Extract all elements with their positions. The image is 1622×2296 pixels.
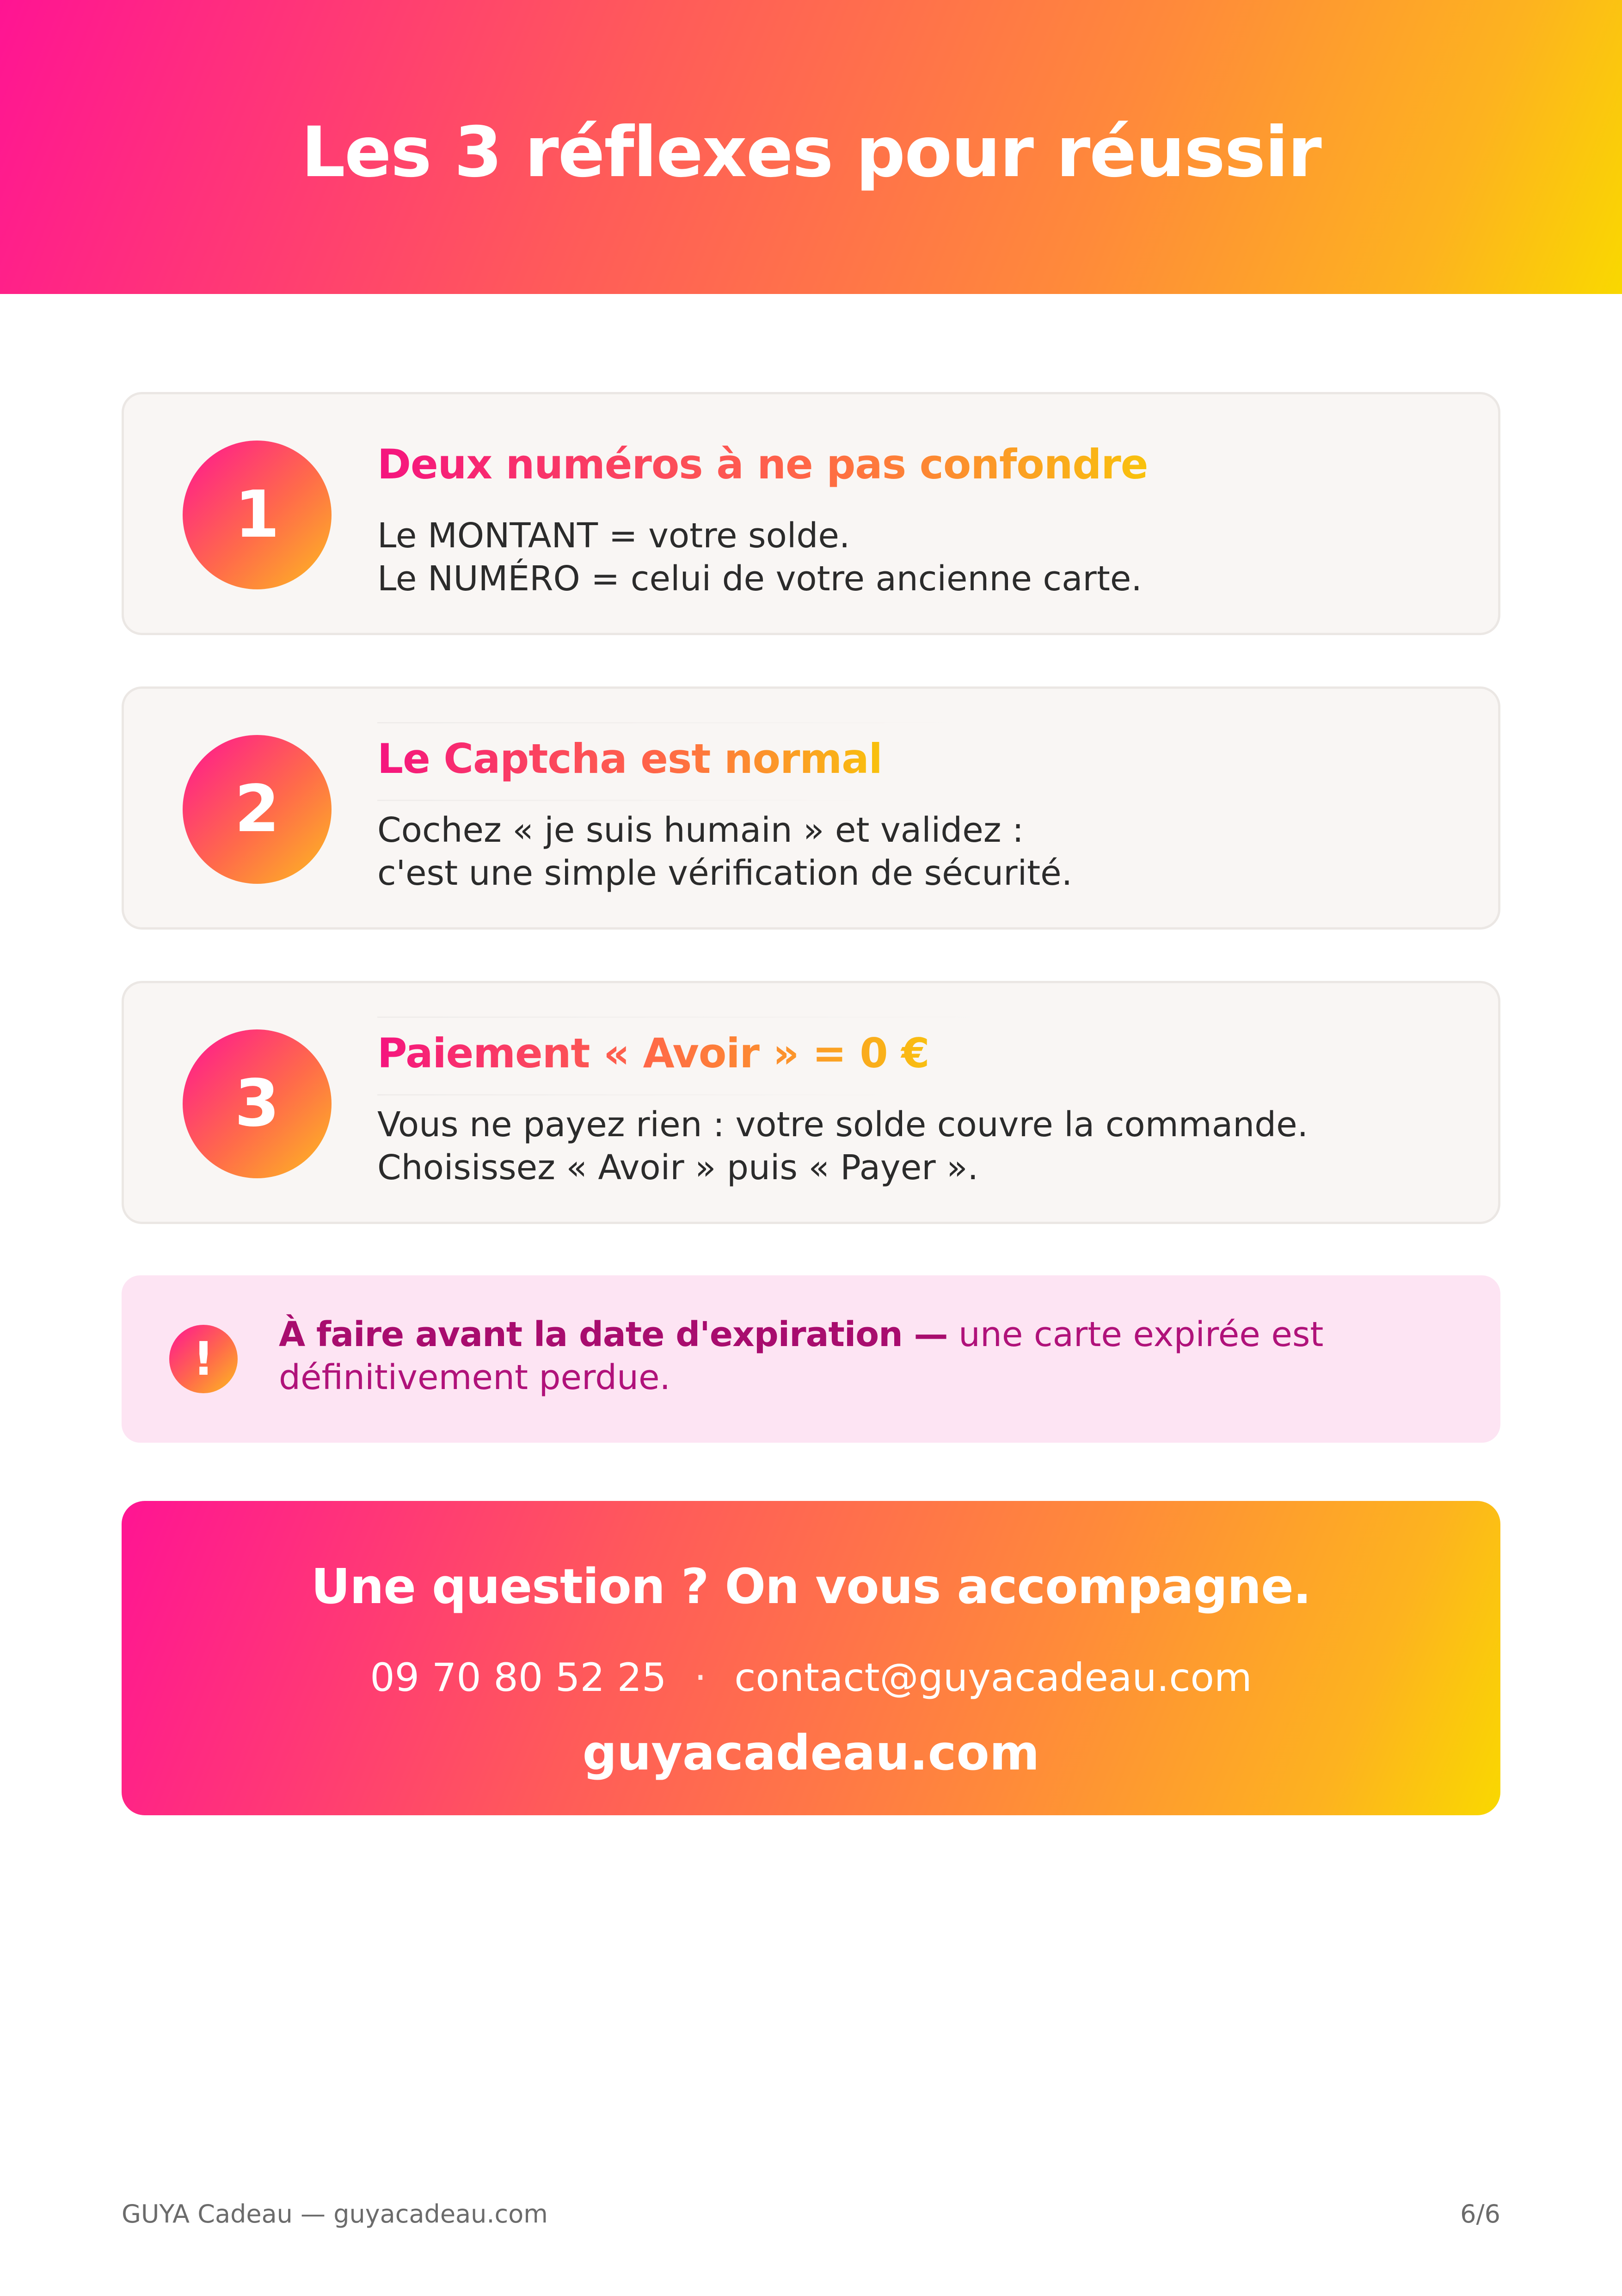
contact-details (122, 1654, 1500, 1701)
warning-strong-text: À faire avant la date d'expiration — (279, 1315, 948, 1354)
warning-line: définitivement perdue. (279, 1358, 671, 1397)
step-description-line: Le NUMÉRO = celui de votre ancienne carte. (377, 559, 1142, 599)
step-card-3 (122, 981, 1500, 1224)
separator-dot: · (694, 1655, 707, 1700)
divider (377, 1016, 1001, 1018)
step-title: Deux numéros à ne pas confondre (377, 437, 1148, 492)
divider (377, 722, 978, 723)
expiration-warning (122, 1275, 1500, 1443)
step-description (377, 809, 1441, 895)
step-number-badge: 3 (183, 1029, 332, 1178)
step-description (377, 1103, 1441, 1189)
footer-brand: GUYA Cadeau — guyacadeau.com (122, 2199, 548, 2229)
step-description-line: c'est une simple vérification de sécurité. (377, 853, 1073, 893)
step-title: Le Captcha est normal (377, 731, 882, 787)
step-description-line: Vous ne payez rien : votre solde couvre la commande. (377, 1105, 1309, 1145)
step-description-line: Cochez « je suis humain » et validez : (377, 810, 1024, 850)
step-description-line: Choisissez « Avoir » puis « Payer ». (377, 1148, 978, 1188)
warning-text (279, 1313, 1389, 1399)
divider (377, 1094, 909, 1096)
step-title: Paiement « Avoir » = 0 € (377, 1026, 929, 1081)
phone-number[interactable]: 09 70 80 52 25 (370, 1655, 667, 1700)
step-description (377, 514, 1441, 600)
step-description-line: Le MONTANT = votre solde. (377, 516, 850, 556)
website-link[interactable]: guyacadeau.com (582, 1725, 1040, 1781)
warning-regular-text: une carte expirée est (947, 1315, 1324, 1354)
page-number: 6/6 (1460, 2199, 1500, 2229)
email-link[interactable]: contact@guyacadeau.com (734, 1655, 1252, 1700)
contact-title: Une question ? On vous accompagne. (311, 1558, 1311, 1615)
step-card-2 (122, 686, 1500, 930)
warning-icon: ! (169, 1325, 238, 1393)
contact-banner (122, 1501, 1500, 1815)
step-card-1 (122, 392, 1500, 635)
step-number-badge: 2 (183, 735, 332, 884)
header-banner (0, 0, 1622, 294)
divider (377, 800, 886, 801)
page-title: Les 3 réflexes pour réussir (301, 112, 1321, 193)
warning-line (279, 1313, 1389, 1356)
step-number-badge: 1 (183, 441, 332, 589)
